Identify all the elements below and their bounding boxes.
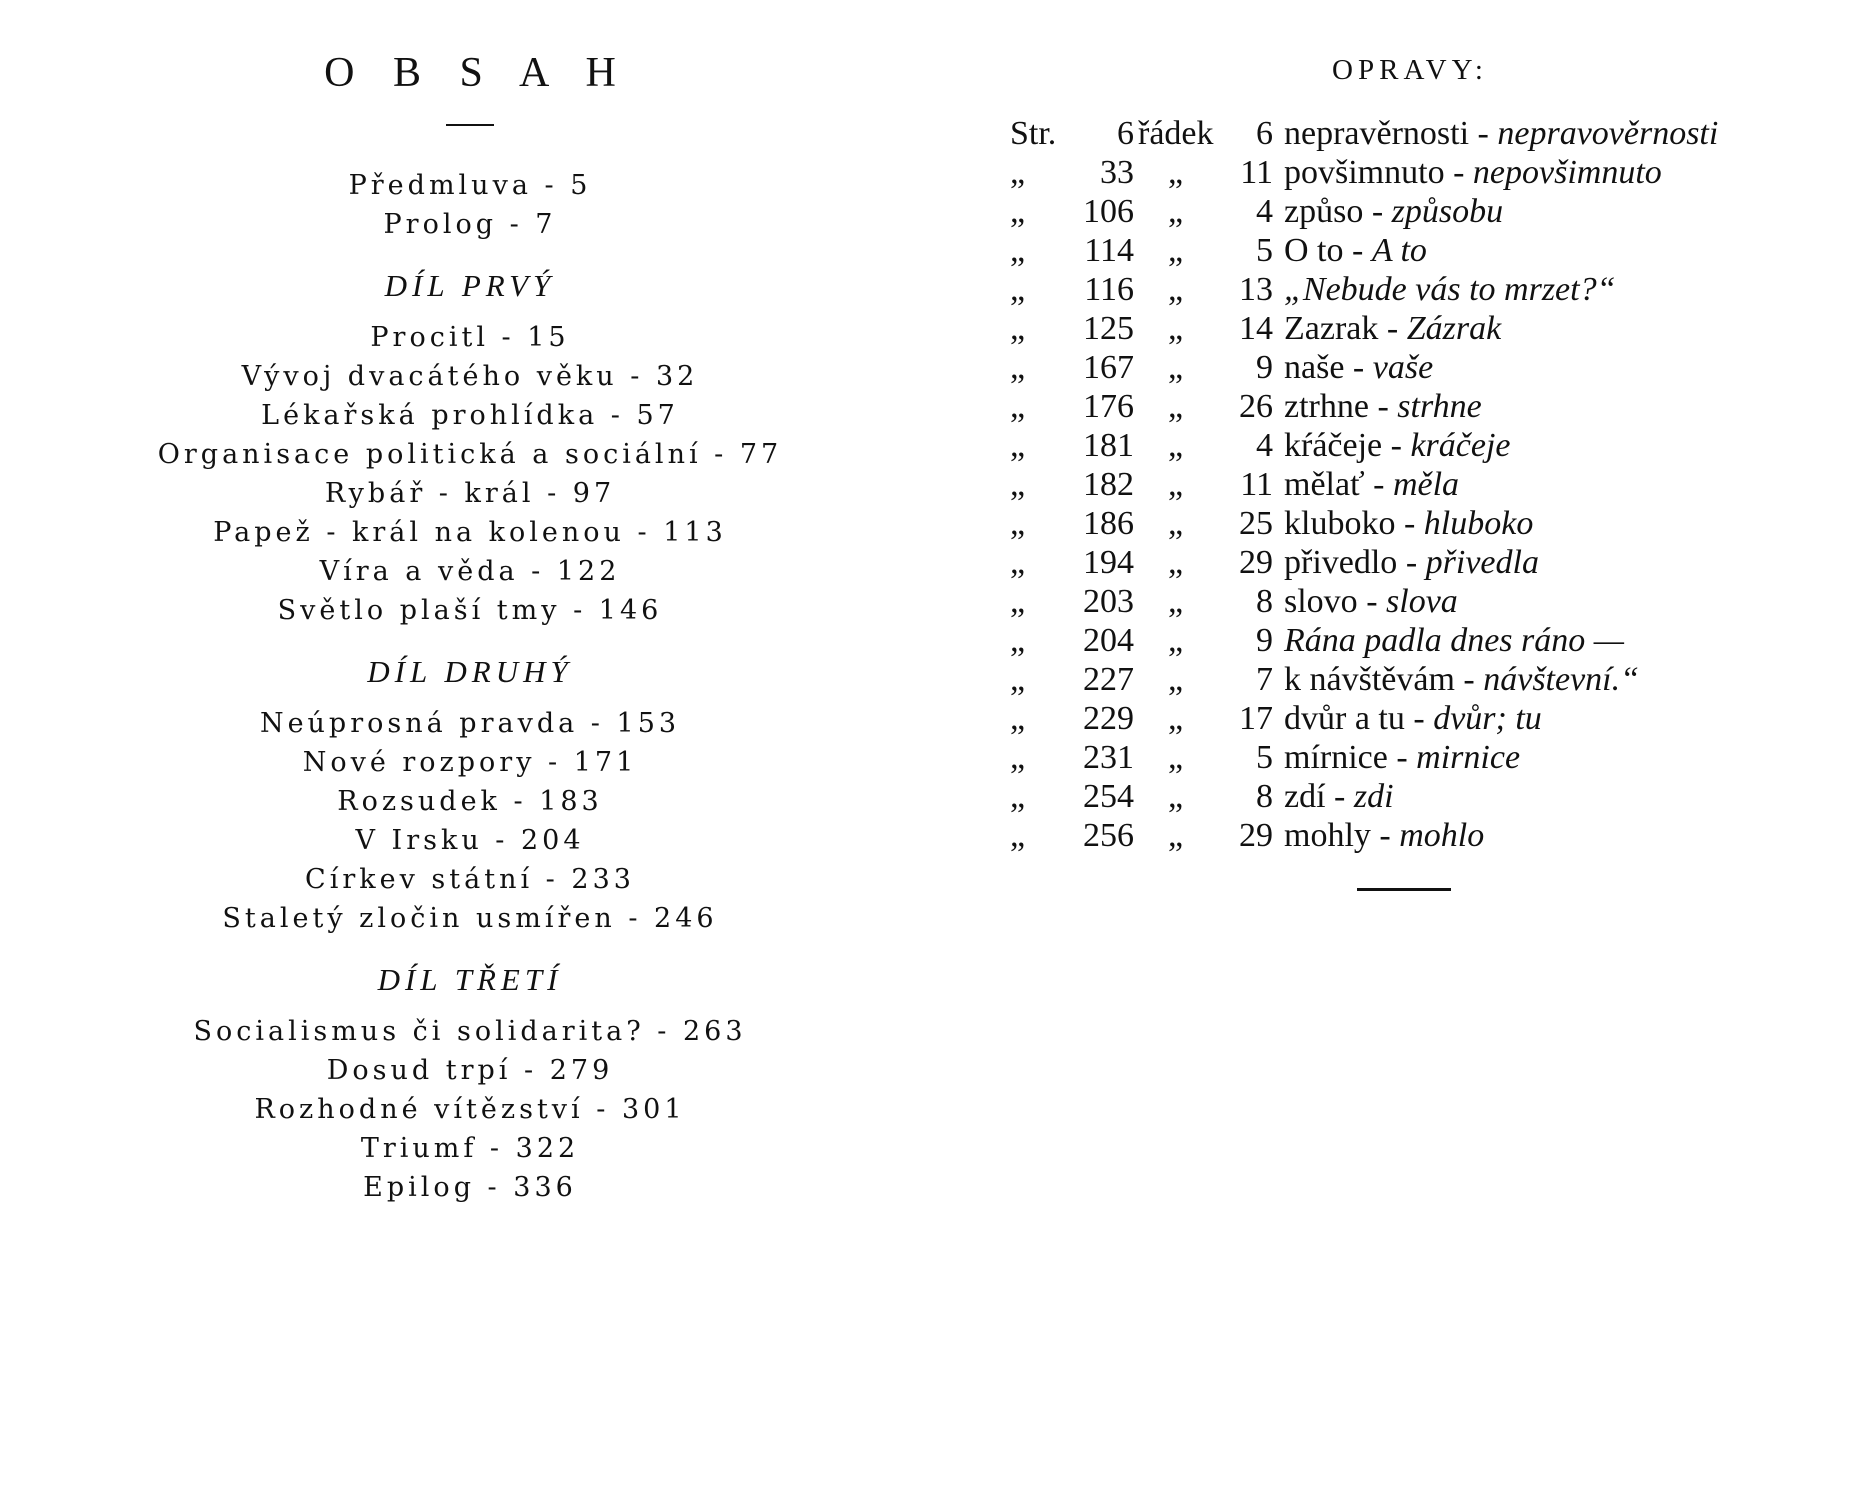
errata-row bbox=[1000, 699, 1820, 738]
ditto-mark: „ bbox=[1010, 817, 1026, 854]
errata-separator: - bbox=[1395, 505, 1424, 542]
errata-wrong: zdí bbox=[1284, 778, 1326, 815]
ditto-mark: „ bbox=[1168, 154, 1184, 191]
errata-line-number: 8 bbox=[1256, 583, 1273, 620]
errata-correction bbox=[1284, 114, 1718, 153]
toc-section-heading: DÍL TŘETÍ bbox=[377, 962, 563, 997]
errata-separator: - bbox=[1364, 466, 1393, 503]
errata-separator: - bbox=[1357, 583, 1387, 620]
ditto-mark: „ bbox=[1010, 661, 1026, 698]
errata-line-number: 26 bbox=[1239, 388, 1273, 425]
errata-page-number: 116 bbox=[1084, 271, 1134, 308]
ditto-mark: „ bbox=[1010, 310, 1026, 347]
title-divider bbox=[446, 124, 494, 126]
errata-line-number: 11 bbox=[1240, 466, 1273, 503]
errata-row bbox=[1000, 543, 1820, 582]
ditto-mark: „ bbox=[1168, 817, 1184, 854]
errata-prefix: Str. bbox=[1010, 115, 1057, 152]
ditto-mark: „ bbox=[1168, 778, 1184, 815]
errata-correct: strhne bbox=[1397, 388, 1482, 425]
errata-page-number: 125 bbox=[1083, 310, 1134, 347]
toc-entry: Procitl - 15 bbox=[370, 322, 570, 353]
errata-page-number: 106 bbox=[1083, 193, 1134, 230]
ditto-mark: „ bbox=[1010, 505, 1026, 542]
errata-page-number: 176 bbox=[1083, 388, 1134, 425]
ditto-mark: „ bbox=[1168, 388, 1184, 425]
errata-line-number: 4 bbox=[1256, 193, 1273, 230]
errata-row bbox=[1000, 114, 1820, 153]
toc-entry: Lékařská prohlídka - 57 bbox=[261, 400, 679, 431]
errata-page-number: 204 bbox=[1083, 622, 1134, 659]
errata-title: OPRAVY: bbox=[1332, 54, 1488, 86]
errata-list bbox=[1000, 114, 1820, 855]
ditto-mark: „ bbox=[1010, 349, 1026, 386]
errata-page-number: 167 bbox=[1083, 349, 1134, 386]
errata-wrong: O to bbox=[1284, 232, 1344, 269]
errata-correction bbox=[1284, 387, 1482, 426]
errata-page-number: 33 bbox=[1100, 154, 1134, 191]
ditto-mark: „ bbox=[1010, 193, 1026, 230]
ditto-mark: „ bbox=[1168, 271, 1184, 308]
errata-line-number: 6 bbox=[1256, 115, 1273, 152]
ditto-mark: „ bbox=[1168, 622, 1184, 659]
errata-correct: mohlo bbox=[1399, 817, 1485, 854]
errata-page-number: 114 bbox=[1084, 232, 1134, 269]
errata-wrong: mělať bbox=[1284, 466, 1365, 503]
errata-wrong: dvůr a tu bbox=[1284, 700, 1405, 737]
errata-separator: - bbox=[1368, 388, 1398, 425]
ditto-mark: „ bbox=[1010, 739, 1026, 776]
errata-row bbox=[1000, 621, 1820, 660]
ditto-mark: „ bbox=[1010, 583, 1026, 620]
errata-separator: - bbox=[1454, 661, 1484, 698]
errata-wrong: slovo bbox=[1284, 583, 1358, 620]
ditto-mark: „ bbox=[1010, 427, 1026, 464]
errata-correction bbox=[1284, 543, 1539, 582]
errata-page-number: 229 bbox=[1083, 700, 1134, 737]
errata-correct: nepovšimnuto bbox=[1472, 154, 1662, 191]
errata-wrong: naše bbox=[1284, 349, 1345, 386]
errata-correction bbox=[1284, 348, 1433, 387]
errata-correct: A to bbox=[1371, 232, 1427, 269]
ditto-mark: „ bbox=[1168, 466, 1184, 503]
errata-row bbox=[1000, 348, 1820, 387]
errata-correction bbox=[1284, 231, 1427, 270]
errata-correction bbox=[1284, 426, 1511, 465]
errata-correction bbox=[1284, 816, 1484, 855]
errata-correct: „Nebude vás to mrzet?“ bbox=[1284, 271, 1616, 308]
errata-page-number: 181 bbox=[1083, 427, 1134, 464]
ditto-mark: „ bbox=[1168, 544, 1184, 581]
ditto-mark: „ bbox=[1168, 349, 1184, 386]
errata-page-number: 231 bbox=[1083, 739, 1134, 776]
errata-row bbox=[1000, 387, 1820, 426]
errata-wrong: nepravěrnosti bbox=[1284, 115, 1470, 152]
errata-page-number: 182 bbox=[1083, 466, 1134, 503]
toc-entry: Rozsudek - 183 bbox=[337, 786, 603, 817]
ditto-mark: „ bbox=[1010, 388, 1026, 425]
errata-line-word: řádek bbox=[1138, 115, 1214, 152]
errata-page-number: 254 bbox=[1083, 778, 1134, 815]
errata-row bbox=[1000, 309, 1820, 348]
errata-row bbox=[1000, 582, 1820, 621]
toc-entry: Vývoj dvacátého věku - 32 bbox=[241, 361, 699, 392]
errata-row bbox=[1000, 192, 1820, 231]
errata-line-number: 8 bbox=[1256, 778, 1273, 815]
errata-wrong: ztrhne bbox=[1284, 388, 1369, 425]
errata-correct: mirnice bbox=[1416, 739, 1521, 776]
toc-section-heading: DÍL DRUHÝ bbox=[367, 654, 573, 689]
errata-correct: dvůr; tu bbox=[1433, 700, 1542, 737]
errata-correction bbox=[1284, 777, 1394, 816]
errata-separator: - bbox=[1325, 778, 1354, 815]
ditto-mark: „ bbox=[1168, 310, 1184, 347]
errata-wrong: způso bbox=[1284, 193, 1364, 230]
ditto-mark: „ bbox=[1168, 193, 1184, 230]
errata-correction bbox=[1284, 465, 1459, 504]
toc-title: O B S A H bbox=[324, 50, 630, 96]
errata-page-number: 203 bbox=[1083, 583, 1134, 620]
errata-line-number: 17 bbox=[1239, 700, 1273, 737]
errata-correct: způsobu bbox=[1391, 193, 1504, 230]
toc-entry: Církev státní - 233 bbox=[305, 864, 635, 895]
errata-correction bbox=[1284, 270, 1616, 309]
ditto-mark: „ bbox=[1168, 232, 1184, 269]
toc-section-heading: DÍL PRVÝ bbox=[384, 268, 556, 303]
errata-line-number: 9 bbox=[1256, 349, 1273, 386]
ditto-mark: „ bbox=[1010, 466, 1026, 503]
ditto-mark: „ bbox=[1168, 661, 1184, 698]
errata-correct: nepravověrnosti bbox=[1497, 115, 1719, 152]
errata-row bbox=[1000, 777, 1820, 816]
errata-correct: kráčeje bbox=[1410, 427, 1511, 464]
toc-entry: Dosud trpí - 279 bbox=[326, 1055, 614, 1086]
ditto-mark: „ bbox=[1010, 232, 1026, 269]
ditto-mark: „ bbox=[1168, 739, 1184, 776]
toc-entry: Víra a věda - 122 bbox=[319, 556, 621, 587]
errata-row bbox=[1000, 153, 1820, 192]
errata-page-number: 186 bbox=[1083, 505, 1134, 542]
errata-correction bbox=[1284, 621, 1624, 660]
ditto-mark: „ bbox=[1010, 154, 1026, 191]
toc-entry: Předmluva - 5 bbox=[348, 170, 592, 201]
errata-line-number: 11 bbox=[1240, 154, 1273, 191]
errata-row bbox=[1000, 816, 1820, 855]
errata-row bbox=[1000, 426, 1820, 465]
toc-entry: Staletý zločin usmířen - 246 bbox=[222, 903, 718, 934]
errata-line-number: 29 bbox=[1239, 544, 1273, 581]
errata-correction bbox=[1284, 699, 1542, 738]
errata-correction bbox=[1284, 309, 1501, 348]
errata-correction bbox=[1284, 153, 1662, 192]
errata-wrong: mírnice bbox=[1284, 739, 1388, 776]
toc-entry: Rybář - král - 97 bbox=[324, 478, 616, 509]
errata-correct: slova bbox=[1386, 583, 1458, 620]
errata-line-number: 7 bbox=[1256, 661, 1273, 698]
ditto-mark: „ bbox=[1010, 622, 1026, 659]
errata-correct: přivedla bbox=[1425, 544, 1539, 581]
errata-separator: - bbox=[1344, 349, 1373, 386]
errata-line-number: 13 bbox=[1239, 271, 1273, 308]
errata-correct: Rána padla dnes ráno — bbox=[1284, 622, 1624, 659]
errata-row bbox=[1000, 465, 1820, 504]
errata-line-number: 29 bbox=[1239, 817, 1273, 854]
errata-separator: - bbox=[1370, 817, 1400, 854]
toc-entry: Neúprosná pravda - 153 bbox=[259, 708, 681, 739]
errata-wrong: k návštěvám bbox=[1284, 661, 1455, 698]
toc-entry: Epilog - 336 bbox=[363, 1172, 577, 1203]
toc-entry: Triumf - 322 bbox=[360, 1133, 580, 1164]
errata-correct: zdi bbox=[1353, 778, 1394, 815]
errata-line-number: 5 bbox=[1256, 232, 1273, 269]
errata-row bbox=[1000, 504, 1820, 543]
errata-correct: návštevní.“ bbox=[1483, 661, 1640, 698]
toc-entry: Nové rozpory - 171 bbox=[302, 747, 638, 778]
errata-wrong: přivedlo bbox=[1284, 544, 1398, 581]
ditto-mark: „ bbox=[1168, 700, 1184, 737]
errata-separator: - bbox=[1343, 232, 1372, 269]
errata-line-number: 14 bbox=[1239, 310, 1273, 347]
toc-entry: V Irsku - 204 bbox=[355, 825, 585, 856]
errata-correction bbox=[1284, 738, 1520, 777]
end-divider bbox=[1357, 888, 1451, 891]
ditto-mark: „ bbox=[1010, 778, 1026, 815]
errata-separator: - bbox=[1469, 115, 1498, 152]
toc-entry: Prolog - 7 bbox=[383, 209, 557, 240]
errata-correct: vaše bbox=[1372, 349, 1434, 386]
errata-correction bbox=[1284, 504, 1533, 543]
table-of-contents bbox=[90, 0, 850, 1207]
errata-separator: - bbox=[1444, 154, 1473, 191]
errata-separator: - bbox=[1397, 544, 1426, 581]
errata-wrong: kŕáčeje bbox=[1284, 427, 1383, 464]
errata-line-number: 9 bbox=[1256, 622, 1273, 659]
errata-separator: - bbox=[1363, 193, 1392, 230]
errata-row bbox=[1000, 231, 1820, 270]
toc-entry: Socialismus či solidarita? - 263 bbox=[193, 1016, 747, 1047]
errata-wrong: kluboko bbox=[1284, 505, 1396, 542]
errata-correction bbox=[1284, 660, 1639, 699]
errata-correct: hluboko bbox=[1423, 505, 1534, 542]
errata-line-number: 25 bbox=[1239, 505, 1273, 542]
errata-line-number: 4 bbox=[1256, 427, 1273, 464]
toc-entry: Organisace politická a sociální - 77 bbox=[157, 439, 783, 470]
errata-row bbox=[1000, 660, 1820, 699]
toc-list bbox=[90, 166, 850, 1207]
ditto-mark: „ bbox=[1010, 700, 1026, 737]
ditto-mark: „ bbox=[1168, 505, 1184, 542]
errata-wrong: Zazrak bbox=[1284, 310, 1379, 347]
errata-separator: - bbox=[1382, 427, 1411, 464]
errata-wrong: povšimnuto bbox=[1284, 154, 1445, 191]
errata-page-number: 6 bbox=[1117, 115, 1134, 152]
errata-row bbox=[1000, 738, 1820, 777]
errata-correction bbox=[1284, 192, 1503, 231]
ditto-mark: „ bbox=[1010, 544, 1026, 581]
errata-separator: - bbox=[1387, 739, 1417, 776]
toc-entry: Světlo plaší tmy - 146 bbox=[277, 595, 663, 626]
errata-correct: Zázrak bbox=[1406, 310, 1502, 347]
toc-entry: Papež - král na kolenou - 113 bbox=[213, 517, 727, 548]
errata-page-number: 256 bbox=[1083, 817, 1134, 854]
errata-page bbox=[1000, 0, 1820, 855]
errata-line-number: 5 bbox=[1256, 739, 1273, 776]
errata-row bbox=[1000, 270, 1820, 309]
errata-separator: - bbox=[1404, 700, 1434, 737]
ditto-mark: „ bbox=[1168, 583, 1184, 620]
errata-page-number: 194 bbox=[1083, 544, 1134, 581]
toc-entry: Rozhodné vítězství - 301 bbox=[254, 1094, 686, 1125]
ditto-mark: „ bbox=[1010, 271, 1026, 308]
errata-correction bbox=[1284, 582, 1458, 621]
ditto-mark: „ bbox=[1168, 427, 1184, 464]
errata-correct: měla bbox=[1392, 466, 1460, 503]
errata-page-number: 227 bbox=[1083, 661, 1134, 698]
errata-wrong: mohly bbox=[1284, 817, 1371, 854]
errata-separator: - bbox=[1378, 310, 1407, 347]
